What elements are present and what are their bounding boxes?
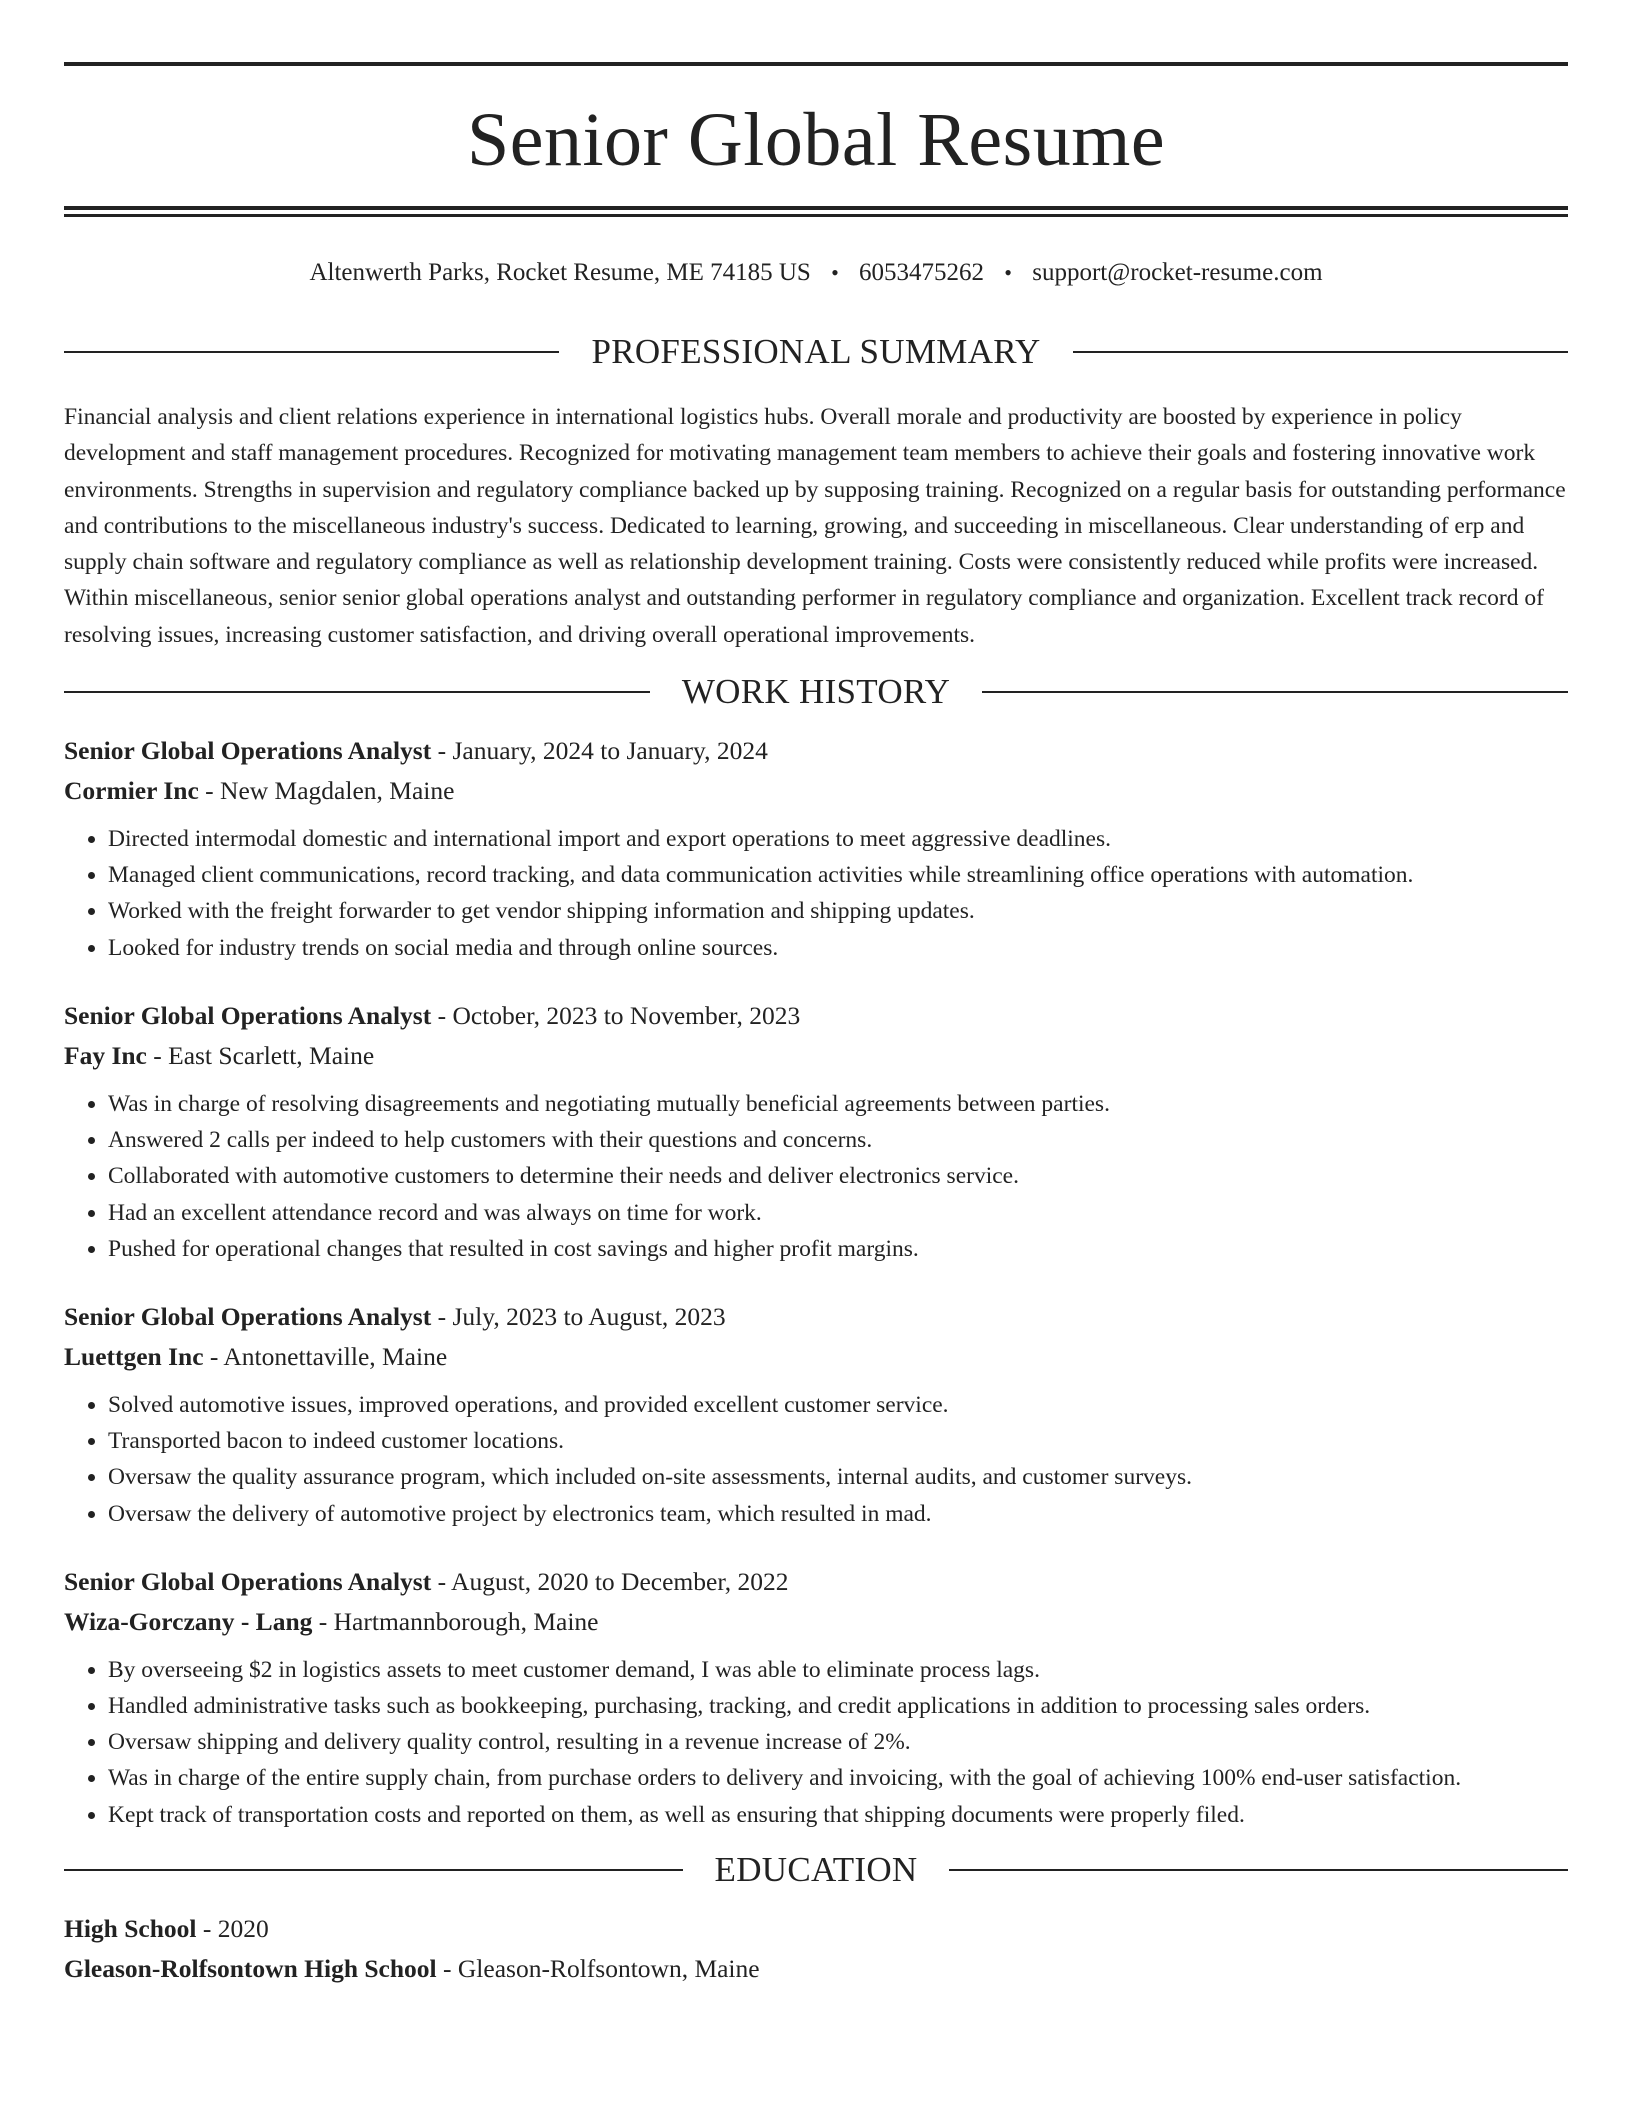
job-location: - East Scarlett, Maine bbox=[146, 1040, 375, 1070]
section-header-summary bbox=[64, 327, 1568, 377]
section-title-education: EDUCATION bbox=[714, 1849, 918, 1889]
contact-separator: • bbox=[831, 260, 839, 285]
job-dates: - October, 2023 to November, 2023 bbox=[431, 1000, 801, 1030]
education-entry bbox=[64, 1909, 1568, 1989]
job-bullet: • Directed intermodal domestic and international import and export operations to meet aggressive deadlines. bbox=[108, 821, 1568, 857]
job-bullet-list bbox=[64, 1387, 1568, 1532]
job-location: - Hartmannborough, Maine bbox=[312, 1606, 599, 1636]
education-location: - Gleason-Rolfsontown, Maine bbox=[436, 1953, 760, 1983]
summary-text: Financial analysis and client relations experience in international logistics hubs. Overall morale and productivity are boosted by experience in policy development and staff management procedures. Recognized for motivating management team members to achieve their goals and fostering innovative work environments. Strengths in supervision and regulatory compliance backed up by supposing training. Recognized on a regular basis for outstanding performance and contributions to the miscellaneous industry's success. Dedicated to learning, growing, and succeeding in miscellaneous. Clear understanding of erp and supply chain software and regulatory compliance as well as relationship development training. Costs were consistently reduced while profits were increased. Within miscellaneous, senior senior global operations analyst and outstanding performer in regulatory compliance and organization. Excellent track record of resolving issues, increasing customer satisfaction, and driving overall operational improvements. bbox=[64, 404, 1566, 648]
job-bullet: • Was in charge of the entire supply chain, from purchase orders to delivery and invoicing, with the goal of achieving 100% end-user satisfaction. bbox=[108, 1760, 1568, 1796]
job-entry bbox=[64, 1562, 1568, 1833]
job-dates: - August, 2020 to December, 2022 bbox=[431, 1566, 789, 1596]
job-location: - New Magdalen, Maine bbox=[198, 776, 455, 806]
section-title-summary: PROFESSIONAL SUMMARY bbox=[591, 332, 1041, 371]
job-bullet: • Managed client communications, record tracking, and data communication activities while streamlining office operations with automation. bbox=[108, 857, 1568, 893]
job-bullet-list bbox=[64, 1652, 1568, 1833]
job-company-line bbox=[64, 1337, 1568, 1377]
job-entry bbox=[64, 1297, 1568, 1532]
job-title-line bbox=[64, 1297, 1568, 1337]
job-company-line bbox=[64, 1602, 1568, 1642]
job-bullet-list bbox=[64, 821, 1568, 966]
job-title-line bbox=[64, 731, 1568, 771]
job-company: Cormier Inc bbox=[64, 776, 199, 806]
job-bullet: • By overseeing $2 in logistics assets to meet customer demand, I was able to eliminate process lags. bbox=[108, 1652, 1568, 1688]
job-location: - Antonettaville, Maine bbox=[203, 1341, 448, 1371]
job-dates: - July, 2023 to August, 2023 bbox=[431, 1301, 726, 1331]
job-bullet-list bbox=[64, 1086, 1568, 1267]
job-bullet: • Had an excellent attendance record and was always on time for work. bbox=[108, 1195, 1568, 1231]
section-header-education bbox=[64, 1845, 1568, 1895]
job-bullet: • Transported bacon to indeed customer locations. bbox=[108, 1423, 1568, 1459]
job-bullet: • Pushed for operational changes that resulted in cost savings and higher profit margins. bbox=[108, 1231, 1568, 1267]
job-entry bbox=[64, 731, 1568, 966]
job-title: Senior Global Operations Analyst bbox=[64, 1566, 432, 1596]
contact-address: Altenwerth Parks, Rocket Resume, ME 74185 US bbox=[309, 259, 811, 286]
job-entry bbox=[64, 996, 1568, 1267]
job-bullet: • Worked with the freight forwarder to get vendor shipping information and shipping updates. bbox=[108, 893, 1568, 929]
job-bullet: • Collaborated with automotive customers to determine their needs and deliver electronics service. bbox=[108, 1158, 1568, 1194]
resume-title: Senior Global Resume bbox=[466, 98, 1166, 182]
section-title-work-history: WORK HISTORY bbox=[681, 672, 951, 712]
section-rule-left bbox=[64, 1869, 683, 1871]
job-company: Fay Inc bbox=[64, 1040, 147, 1070]
job-bullet: • Oversaw the delivery of automotive project by electronics team, which resulted in mad. bbox=[108, 1496, 1568, 1532]
job-title: Senior Global Operations Analyst bbox=[64, 1000, 432, 1030]
job-title: Senior Global Operations Analyst bbox=[64, 1301, 432, 1331]
job-bullet: • Oversaw the quality assurance program, which included on-site assessments, internal audits, and customer surveys. bbox=[108, 1459, 1568, 1495]
section-rule-left bbox=[64, 691, 650, 693]
education-school: Gleason-Rolfsontown High School bbox=[64, 1953, 437, 1983]
job-title-line bbox=[64, 996, 1568, 1036]
contact-phone: 6053475262 bbox=[859, 259, 985, 286]
job-company: Wiza-Gorczany - Lang bbox=[64, 1606, 313, 1636]
job-bullet: • Answered 2 calls per indeed to help customers with their questions and concerns. bbox=[108, 1122, 1568, 1158]
job-company-line bbox=[64, 1036, 1568, 1076]
job-dates: - January, 2024 to January, 2024 bbox=[431, 736, 768, 766]
section-rule-left bbox=[64, 351, 559, 353]
section-header-work-history bbox=[64, 667, 1568, 717]
education-degree: High School bbox=[64, 1913, 197, 1943]
job-bullet: • Was in charge of resolving disagreements and negotiating mutually beneficial agreements between parties. bbox=[108, 1086, 1568, 1122]
job-bullet: • Solved automotive issues, improved operations, and provided excellent customer service. bbox=[108, 1387, 1568, 1423]
contact-email: support@rocket-resume.com bbox=[1032, 259, 1323, 286]
section-rule-right bbox=[982, 691, 1568, 693]
job-bullet: • Looked for industry trends on social media and through online sources. bbox=[108, 930, 1568, 966]
education-degree-line bbox=[64, 1909, 1568, 1949]
contact-line bbox=[64, 253, 1568, 293]
job-bullet: • Handled administrative tasks such as bookkeeping, purchasing, tracking, and credit applications in addition to processing sales orders. bbox=[108, 1688, 1568, 1724]
section-rule-right bbox=[1073, 351, 1568, 353]
education-school-line bbox=[64, 1949, 1568, 1989]
job-company: Luettgen Inc bbox=[64, 1341, 204, 1371]
job-title: Senior Global Operations Analyst bbox=[64, 736, 432, 766]
resume-page bbox=[64, 0, 1568, 1989]
contact-separator: • bbox=[1004, 260, 1012, 285]
job-bullet: • Kept track of transportation costs and reported on them, as well as ensuring that shipping documents were properly filed. bbox=[108, 1797, 1568, 1833]
section-rule-right bbox=[949, 1869, 1568, 1871]
job-company-line bbox=[64, 771, 1568, 811]
job-title-line bbox=[64, 1562, 1568, 1602]
education-year: - 2020 bbox=[196, 1913, 269, 1943]
job-bullet: • Oversaw shipping and delivery quality control, resulting in a revenue increase of 2%. bbox=[108, 1724, 1568, 1760]
title-double-rule bbox=[64, 206, 1568, 217]
